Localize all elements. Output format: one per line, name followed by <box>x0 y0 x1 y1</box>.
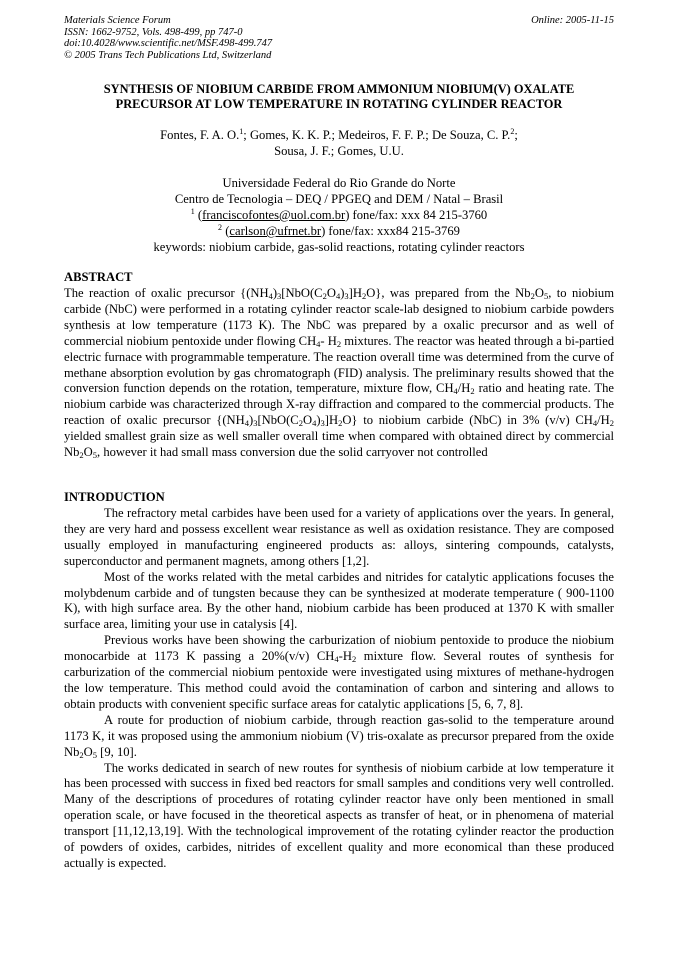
intro-paragraph-5: The works dedicated in search of new routes for synthesis of niobium carbide at low temperature it has been processed with success in fixed bed reactors for small samples and conditions very well controlled. Many of the descriptions of procedures of rotating cylinder reactor have only been mentioned in small operation scale, or have focused in the theoretical aspects as transfer of heat, or in phenomena of material transport [11,12,13,19]. With the technological improvement of the rotating cylinder reactor the production of powders of oxides, carbides, nitrides of excellent quality and more economical than these produced actually is expected. <box>64 760 614 870</box>
abstract-text: The reaction of oxalic precursor $\{(NH_4)_3[NbO(C_2O_4)_3]H_2O\}$, was prepared from the $Nb_2O_5$, to niobium carbide (NbC) were performed in a rotating cylinder reactor scale-lab designed to niobium carbide powders synthesis at low temperature (1173 K). The NbC was prepared by a oxalic precursor and as well of commercial niobium pentoxide under flowing $CH_4-$ $H_2$ mixtures. The reactor was heated through a bi-partied electric furnace with programmable temperature. The reaction overall time was determined from the curve of methane absorption evolution by gas chromatograph (FID) analysis. The preliminary results showed that the conversion function depends on the rotation, temperature, mixture flow, $CH_4/H_2$ ratio and heating rate. The niobium carbide was characterized through X-ray diffraction and compared to the commercial products. The reaction of oxalic precursor $\{(NH_4)_3[NbO(C_2O_4)_3]H_2O\}$ to niobium carbide (NbC) in 3% (v/v) $CH_4/H_2$ yielded smallest grain size as well smaller overall time when compared with obtained direct by commercial $Nb_2O_5$, however it had small mass conversion due the solid carryover not controlled <box>64 286 614 461</box>
author-fontes: Fontes, F. A. O. <box>160 128 240 142</box>
intro-paragraph-4: A route for production of niobium carbide, through reaction gas-solid to the temperature around 1173 K, it was proposed using the ammonium niobium (V) tris-oxalate as precursor prepared from the oxide $Nb_2O_5$ [9, 10]. <box>64 712 614 760</box>
paper-title <box>64 82 614 112</box>
author-sup-1: 1 <box>239 127 244 136</box>
intro-paragraph-3: Previous works have been showing the carburization of niobium pentoxide to produce the niobium monocarbide at 1173 K passing a 20%(v/v) $CH_4-H_2$ mixture flow. Several routes of synthesis for carburization of the commercial niobium pentoxide were investigated using mixtures of methane-hydrogen the low temperature. This method could avoid the contamination of carbon and sintering and allows to obtain products with convenient specific surface areas for catalytic applications [5, 6, 7, 8]. <box>64 633 614 711</box>
doi: doi:10.4028/www.scientific.net/MSF.498-499.747 <box>64 38 273 49</box>
contact-1: $^1$ (franciscofontes@uol.com.br) fone/fax: xxx 84 215-3760 <box>190 207 488 222</box>
keywords: keywords: niobium carbide, gas-solid reactions, rotating cylinder reactors <box>153 240 525 254</box>
issn: ISSN: 1662-9752, Vols. 498-499, pp 747-0 <box>64 26 243 38</box>
title-line-1: SYNTHESIS OF NIOBIUM CARBIDE FROM AMMONIUM NIOBIUM(V) OXALATE <box>103 82 575 96</box>
introduction-heading: INTRODUCTION <box>64 490 165 504</box>
author-sup-2: 2 <box>510 127 515 136</box>
contact-2: $^2$ (carlson@ufrnet.br) fone/fax: xxx84 215-3769 <box>218 223 460 238</box>
contact-1-phone: ) fone/fax: xxx 84 215-3760 <box>345 208 488 222</box>
online-date: Online: 2005-11-15 <box>531 15 614 26</box>
authors-line-2: Sousa, J. F.; Gomes, U.U. <box>274 144 404 158</box>
intro-paragraph-2: Most of the works related with the metal carbides and nitrides for catalytic applications focuses the molybdenum carbide and of tungsten because they can be synthesized at moderate temperature ( 900-1100 K), with high surface area. By the other hand, niobium carbide has been produced at 1370 K with smaller surface area, limiting your use in catalysis [4]. <box>64 569 614 632</box>
journal-header <box>64 15 272 61</box>
title-line-2: PRECURSOR AT LOW TEMPERATURE IN ROTATING CYLINDER REACTOR <box>115 97 563 111</box>
contact-2-phone: ) fone/fax: xxx84 215-3769 <box>321 224 460 238</box>
center: Centro de Tecnologia – DEQ / PPGEQ and DEM / Natal – Brasil <box>174 192 504 206</box>
university: Universidade Federal do Rio Grande do Norte <box>222 176 456 190</box>
abstract-heading: ABSTRACT <box>64 270 133 284</box>
contact-2-sup: 2 <box>218 223 223 232</box>
journal-name: Materials Science Forum <box>64 15 171 26</box>
affiliation-block <box>64 175 614 255</box>
authors-middle: ; Gomes, K. K. P.; Medeiros, F. F. P.; De Souza, C. P. <box>243 128 511 142</box>
email-link-2[interactable]: carlson@ufrnet.br <box>229 224 322 238</box>
copyright: © 2005 Trans Tech Publications Ltd, Switzerland <box>64 49 272 61</box>
contact-1-sup: 1 <box>190 207 195 216</box>
author-list <box>64 127 614 159</box>
authors-end: ; <box>514 128 518 142</box>
email-link-1[interactable]: franciscofontes@uol.com.br <box>202 208 346 222</box>
intro-paragraph-1: The refractory metal carbides have been used for a variety of applications over the years. In general, they are very hard and possess excellent wear resistance as well as oxidation resistance. They are composed usually employed in manufacturing engineered products as: alloys, sintering compounds, catalysts, superconductor and permanent magnets, among others [1,2]. <box>64 506 614 568</box>
introduction-text <box>64 506 614 872</box>
authors-line-1 <box>64 127 614 143</box>
